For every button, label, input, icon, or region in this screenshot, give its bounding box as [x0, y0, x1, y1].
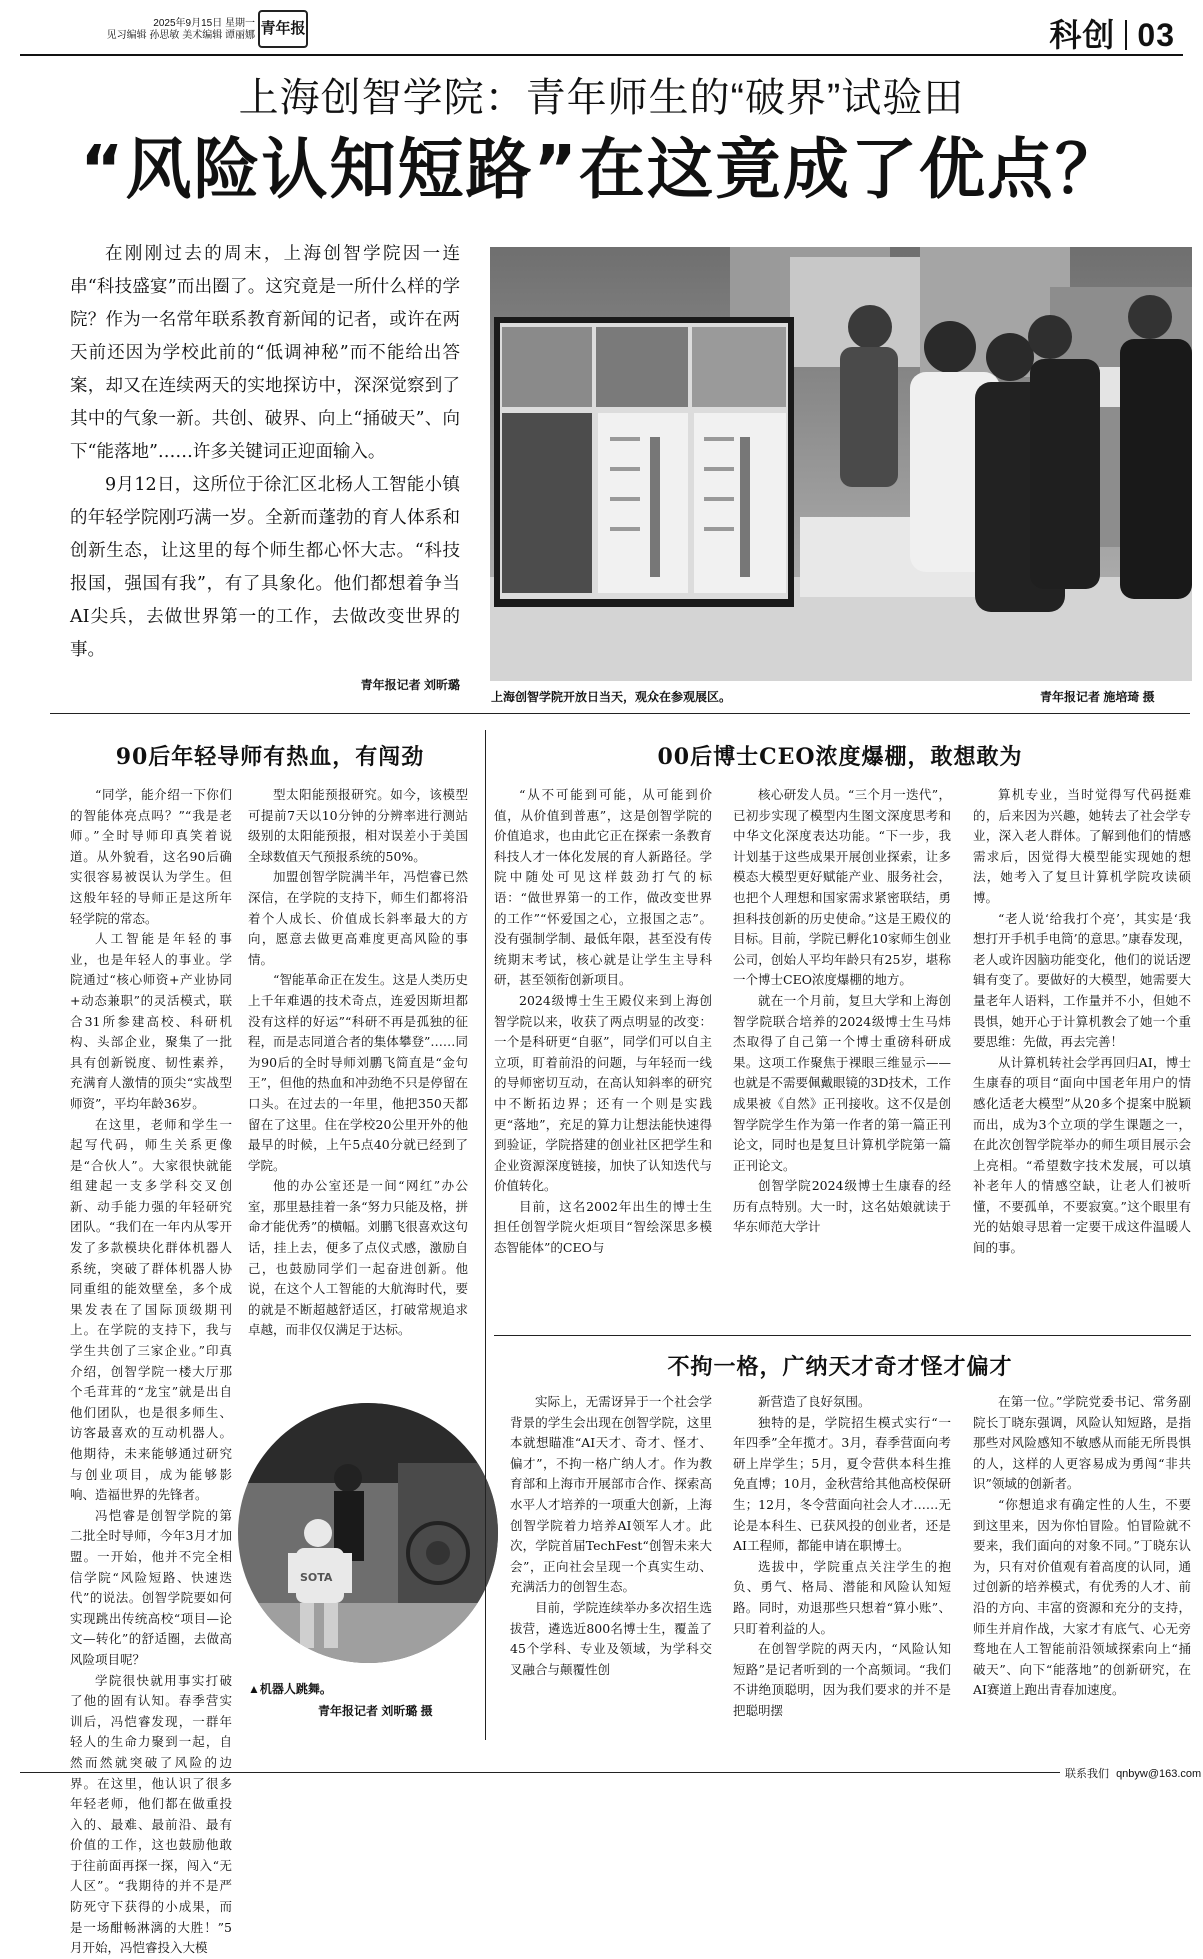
column-divider: [485, 730, 486, 1740]
newspaper-logo: 青年报: [258, 10, 308, 48]
section2-title: 00后博士CEO浓度爆棚，敢想敢为: [657, 744, 1023, 770]
paragraph: 新营造了良好氛围。: [758, 1394, 871, 1409]
paragraph: 在创智学院的两天内，“风险认知短路”是记者听到的一个高频词。“我们不讲绝顶聪明，因为我们要求的并不是把聪明摆: [733, 1641, 951, 1718]
section2-col3: [973, 785, 1191, 1259]
paragraph: “老人说‘给我打个亮’，其实是‘我想打开手机手电筒’的意思。”康春发现，老人或许因脑功能变化，他们的说话逻辑有变了。要做好的大模型，她需要大量老年人语料，工作量并不小，但她不畏惧，她开心于计算机教会了她一个重要思维：先做，再去完善！: [973, 910, 1191, 1050]
photo1-caption: 上海创智学院开放日当天，观众在参观展区。: [491, 690, 732, 704]
contact-label: 联系我们: [1065, 1768, 1109, 1780]
section2-col1: [494, 785, 712, 1259]
paragraph: “智能革命正在发生。这是人类历史上千年难遇的技术奇点，连爱因斯坦都没有这样的好运”“科研不再是孤独的征程，而是志同道合者的集体攀登”……同为90后的全时导师刘鹏飞简直是“金句王”，但他的热血和冲劲绝不只是停留在口头。在过去的一年里，他把350天都留在了这里。住在学校20公里开外的他最早的时候，上午5点40分就已经到了学院。: [248, 972, 468, 1173]
shirt-text: SOTA: [300, 1571, 333, 1584]
section-name: 科创: [1049, 17, 1116, 53]
paragraph: 2024级博士生王殿仪来到上海创智学院以来，收获了两点明显的改变：一个是科研更“自驱”，同学们可以自主立项，盯着前沿的问题，与年轻而一线的导师密切互动，在高认知斜率的研究中不断拓边界；还有一个则是实践更“落地”，充足的算力让想法能快速得到验证，学院搭建的创业社区把学生和企业资源深度链接，加快了认知迭代与价值转化。: [494, 992, 712, 1194]
section3-col1: [510, 1392, 712, 1680]
kicker: 上海创智学院：青年师生的“破界”试验田: [238, 76, 965, 120]
paragraph: 人工智能是年轻的事业，也是年轻人的事业。学院通过“核心师资+产业协同+动态兼职”的灵活模式，联合31所参建高校、科研机构、头部企业，聚集了一批具有创新锐度、韧性素养，充满育人激情的顶尖“实战型师资”，平均年龄36岁。: [70, 931, 232, 1111]
section3-col2: [733, 1392, 951, 1722]
paragraph: 他的办公室还是一间“网红”办公室，那里悬挂着一条“努力只能及格，拼命才能优秀”的横幅。刘鹏飞很喜欢这句话，挂上去，便多了点仪式感，激励自己，也鼓励同学们一起奋进创新。他说，在这个人工智能的大航海时代，要的就是不断超越舒适区，打破常规追求卓越，而非仅仅满足于达标。: [248, 1178, 468, 1338]
divider: [50, 713, 1190, 714]
section1-col1: [70, 785, 232, 1959]
editors-line: 见习编辑 孙思敏 美术编辑 谭丽娜: [106, 30, 255, 41]
page-number: 03: [1137, 17, 1175, 53]
divider: [494, 1335, 1191, 1336]
paragraph: “你想追求有确定性的人生，不要到这里来，因为你怕冒险。怕冒险就不要来，我们面向的对象不同。”丁晓东认为，只有对价值观有着高度的认同，通过创新的培养模式，有优秀的人才、前沿的方向、丰富的资源和充分的支持，师生并肩作战，大家才有底气、心无旁骛地在人工智能前沿领域探索向上“捅破天”、向下“能落地”的创新研究，在AI赛道上跑出青春加速度。: [973, 1496, 1191, 1698]
paragraph: 从计算机转社会学再回归AI，博士生康春的项目“面向中国老年用户的情感化适老大模型”从20多个提案中脱颖而出，成为3个立项的学生课题之一，在此次创智学院举办的师生项目展示会上亮相。“希望数字技术发展，可以填补老年人的情感空缺，让老人们被听懂，不要孤单，不要寂寞。”这个眼里有光的姑娘寻思着一定要干成这件温暖人间的事。: [973, 1054, 1191, 1256]
photo2-credit: 青年报记者 刘昕璐 摄: [318, 1704, 433, 1718]
robot-dance-image: [238, 1403, 498, 1663]
contact-email[interactable]: qnbyw@163.com: [1116, 1768, 1202, 1780]
paragraph: 型太阳能预报研究。如今，该模型可提前7天以10分钟的分辨率进行测站级别的太阳能预报，相对误差小于美国全球数值天气预报系统的50%。: [248, 787, 468, 864]
lead-paragraph: 9月12日，这所位于徐汇区北杨人工智能小镇的年轻学院刚巧满一岁。全新而蓬勃的育人体系和创新生态，让这里的每个师生都心怀大志。“科技报国，强国有我”，有了具象化。他们都想着争当AI尖兵，去做世界第一的工作，去做改变世界的事。: [70, 475, 460, 660]
headline: “风险认知短路”在这竟成了优点？: [80, 131, 1123, 208]
footer-rule: [20, 1772, 1060, 1773]
exhibition-photo: [490, 247, 1192, 681]
lead-article: [70, 238, 460, 702]
section1-col2: [248, 785, 468, 1341]
section-label: [1049, 10, 1175, 56]
paragraph: 在这里，老师和学生一起写代码，师生关系更像是“合伙人”。大家很快就能组建起一支多学科交叉创新、动手能力强的年轻研究团队。“我们在一年内从零开发了多款模块化群体机器人系统，突破了群体机器人协同重组的能效壁垒，多个成果发表在了国际顶级期刊上。在学院的支持下，我与学生共创了三家企业。”印真介绍，创智学院一楼大厅那个毛茸茸的“龙宝”就是出自他们团队，也是很多师生、访客最喜欢的互动机器人。他期待，未来能够通过研究与创业项目，成为能够影响、造福世界的先锋者。: [70, 1116, 232, 1503]
footer-contact: [1065, 1765, 1201, 1781]
paragraph: 目前，这名2002年出生的博士生担任创智学院火炬项目“智绘深思多模态智能体”的CEO与: [494, 1198, 712, 1256]
section1-title: 90后年轻导师有热血，有闯劲: [115, 744, 425, 770]
paragraph: 冯恺睿是创智学院的第二批全时导师，今年3月才加盟。一开始，他并不完全相信学院“风险短路、快速迭代”的说法。创智学院要如何实现跳出传统高校“项目—论文—转化”的舒适圈，去做高风险项目呢？: [70, 1507, 232, 1667]
header-rule: [20, 54, 1183, 56]
paragraph: 在第一位。”学院党委书记、常务副院长丁晓东强调，风险认知短路，是指那些对风险感知不敏感从而能无所畏惧的人，这样的人更容易成为勇闯“非共识”领域的创新者。: [973, 1394, 1191, 1492]
photo2-caption: ▲机器人跳舞。: [248, 1682, 332, 1696]
section3-col3: [973, 1392, 1191, 1701]
paragraph: 就在一个月前，复旦大学和上海创智学院联合培养的2024级博士生马炜杰取得了自己第一个博士重磅科研成果。这项工作聚焦于裸眼三维显示——也就是不需要佩戴眼镜的3D技术，工作成果被《自然》正刊接收。这不仅是创智学院学生作为第一作者的第一篇正刊论文，同时也是复旦计算机学院第一篇正刊论文。: [733, 992, 951, 1173]
paragraph: 核心研发人员。“三个月一迭代”，已初步实现了模型内生图文深度思考和中华文化深度表达功能。“下一步，我计划基于这些成果开展创业探索，让多模态大模型更好赋能产业、服务社会，也把个人理想和国家需求紧密联结，勇担科技创新的历史使命。”这是王殿仪的目标。目前，学院已孵化10家师生创业公司，创始人平均年龄只有25岁，堪称一个博士CEO浓度爆棚的地方。: [733, 787, 951, 988]
robot-dance-photo: [238, 1403, 498, 1663]
paragraph: 实际上，无需讶异于一个社会学背景的学生会出现在创智学院，这里本就想瞄准“AI天才、奇才、怪才、偏才”，不拘一格广纳人才。作为教育部和上海市开展部市合作、探索高水平人才培养的一项重大创新，上海创智学院着力培养AI领军人才。此次，学院首届TechFest“创智未来大会”，正向社会呈现一个真实生动、充满活力的创智生态。: [510, 1394, 712, 1595]
paragraph: 加盟创智学院满半年，冯恺睿已然深信，在学院的支持下，师生们都将沿着个人成长、价值成长斜率最大的方向，愿意去做更高难度更高风险的事情。: [248, 869, 468, 967]
section2-col2: [733, 785, 951, 1238]
paragraph: “从不可能到可能，从可能到价值，从价值到普惠”，这是创智学院的价值追求，也由此它正在探索一条教育科技人才一体化发展的育人新路径。学院中随处可见这样鼓劲打气的标语：“做世界第一的工作，做改变世界的工作”“怀爱国之心，立报国之志”。没有强制学制、最低年限，甚至没有传统期末考试，核心就是让学生主导科研，甚至领衔创新项目。: [494, 787, 712, 988]
paragraph: 创智学院2024级博士生康春的经历有点特别。大一时，这名姑娘就读于华东师范大学计: [733, 1178, 951, 1235]
issue-date: 2025年9月15日 星期一: [153, 18, 255, 29]
paragraph: 目前，学院连续举办多次招生选拔营，遴选近800名博士生，覆盖了45个学科、专业及领域，为学科交叉融合与颠覆性创: [510, 1599, 712, 1677]
lead-paragraph: 在刚刚过去的周末，上海创智学院因一连串“科技盛宴”而出圈了。这究竟是一所什么样的学院？作为一名常年联系教育新闻的记者，或许在两天前还因为学校此前的“低调神秘”而不能给出答案，却又在连续两天的实地探访中，深深觉察到了其中的气象一新。共创、破界、向上“捅破天”、向下“能落地”……许多关键词正迎面输入。: [70, 244, 460, 462]
section-divider: [1125, 20, 1127, 50]
paragraph: 学院很快就用事实打破了他的固有认知。春季营实训后，冯恺睿发现，一群年轻人的生命力聚到一起，自然而然就突破了风险的边界。在这里，他认识了很多年轻老师，他们都在做重投入的、最难、最前沿、最有价值的工作，这也鼓励他敢于往前面再探一探，闯入“无人区”。“我期待的并不是严防死守下获得的小成果，而是一场酣畅淋漓的大胜！”5月开始，冯恺睿投入大模: [70, 1672, 232, 1956]
paragraph: 算机专业，当时觉得写代码挺难的，后来因为兴趣，她转去了社会学专业，深入老人群体。了解到他们的情感需求后，因觉得大模型能实现她的想法，她考入了复旦计算机学院攻读硕博。: [973, 787, 1191, 905]
paragraph: “同学，能介绍一下你们的智能体亮点吗？”“我是老师。”全时导师印真笑着说道。从外貌看，这名90后确实很容易被误认为学生。但这般年轻的导师正是这所年轻学院的常态。: [70, 787, 232, 926]
section3-title: 不拘一格，广纳天才奇才怪才偏才: [667, 1354, 1013, 1380]
photo1-credit: 青年报记者 施培琦 摄: [1040, 690, 1155, 704]
paragraph: 独特的是，学院招生模式实行“一年四季”全年揽才。3月，春季营面向考研上岸学生；5月，夏令营供本科生推免直博；10月，金秋营给其他高校保研生；12月，冬令营面向社会人才……无论是本科生、已获风投的创业者，还是AI工程师，都能申请在职博士。: [733, 1414, 951, 1554]
paragraph: 选拔中，学院重点关注学生的抱负、勇气、格局、潜能和风险认知短路。同时，劝退那些只想着“算小账”、只盯着利益的人。: [733, 1558, 951, 1636]
exhibition-photo-image: [490, 247, 1192, 681]
masthead-info: [95, 18, 255, 42]
lead-byline: 青年报记者 刘昕璐: [360, 678, 460, 692]
